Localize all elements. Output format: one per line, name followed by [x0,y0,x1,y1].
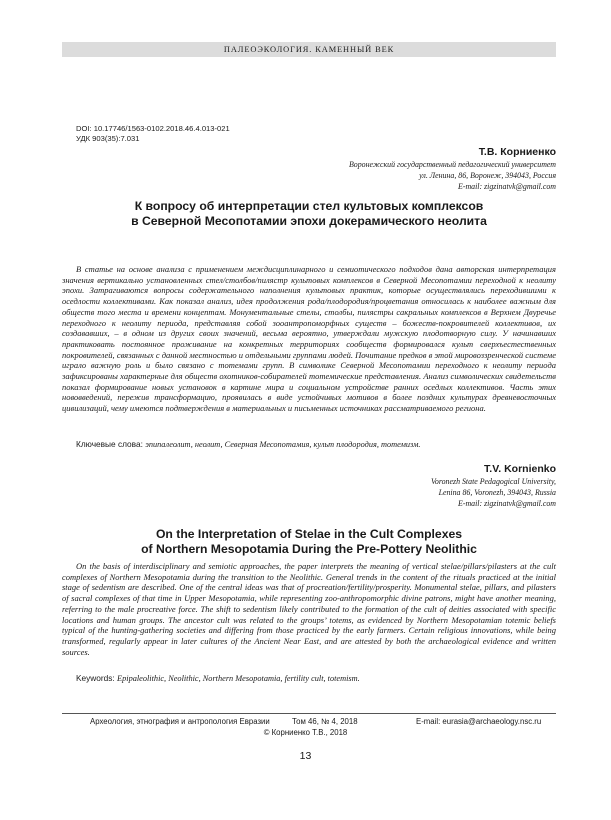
keywords-label: Keywords: [76,673,115,683]
keywords-ru [76,439,420,449]
affiliation-line: ул. Ленина, 86, Воронеж, 394043, Россия [419,170,556,180]
email-en: E-mail: zigzinatvk@gmail.com [458,498,556,508]
footer-divider [62,713,556,714]
affiliation-line: Voronezh State Pedagogical University, [430,477,556,486]
title-line: в Северной Месопотамии эпохи докерамического неолита [131,214,487,228]
affiliation-line: Воронежский государственный педагогический университет [348,160,556,169]
affiliation-line: Lenina 86, Voronezh, 394043, Russia [438,487,556,497]
udk: УДК 903(35):7.031 [76,134,140,143]
keywords-list: Epipaleolithic, Neolithic, Northern Mesopotamia, fertility cult, totemism. [117,674,360,683]
title-line: К вопросу об интерпретации стел культовых комплексов [134,199,484,213]
keywords-en [76,673,360,683]
page-number: 13 [299,750,312,762]
keywords-list: эпипалеолит, неолит, Северная Месопотамия, культ плодородия, тотемизм. [145,440,421,449]
journal-name: Археология, этнография и антропология Евразии [90,717,270,726]
author-en: T.V. Kornienko [484,463,556,475]
keywords-label: Ключевые слова: [76,439,143,449]
title-line: of Northern Mesopotamia During the Pre-Pottery Neolithic [141,542,477,556]
abstract-ru: В статье на основе анализа с применением междисциплинарного и семиотического подходов дана авторская интерпретация значения вертикально установленных стел/столбов/пилястр культовых комплексов в Северной Месопотамии переходной к неолиту эпохи. Затрагиваются вопросы содержательного наполнения культовых практик, которые осуществлялись переходившими к оседлости коллективами. Как показал анализ, идея продолжения рода/плодородия/процветания относилась к наиболее важным для обществ того места и времени концептам. Монументальные стелы, столбы, пилястры сакральных комплексов в Верхнем Двуречье переходного к неолиту периода, представляя собой зооантропоморфных существ – божеств-покровителей коллективов, их создававших, – в одном из других своих значений, весьма вероятно, утверждали мужскую плодотворную силу. У начинавших практиковать постоянное проживание на конкретных территориях сообществ формировался культ сверхъестественных покровителей, связанных с данной местностью и отдельными группами людей. Почитание предков в этой мировоззренческой системе играло важную роль и было связано с тотемами групп. В символике Северной Месопотамии переходного к неолиту периода зафиксированы характерные для обществ охотников-собирателей тотемические представления. Анализ символических свидетельств показал формирование новых установок в картине мира и социальном устройстве ранних оседлых коллективов. Часть этих нововведений, пережив трансформацию, проявилась в виде устойчивых мотивов в более поздних культурах древневосточных цивилизаций, чему имеются подтверждения в материальных и письменных источниках рассматриваемого региона. [62,264,556,414]
author-ru: Т.В. Корниенко [478,146,556,158]
journal-issue: Том 46, № 4, 2018 [292,717,358,726]
title-en [62,527,556,557]
doi: DOI: 10.17746/1563-0102.2018.46.4.013-021 [76,124,230,133]
affiliation-ru [349,160,556,193]
copyright: © Корниенко Т.В., 2018 [263,728,348,737]
affiliation-en [431,477,556,510]
title-ru [62,199,556,229]
title-line: On the Interpretation of Stelae in the Cult Complexes [155,527,463,541]
email-ru: E-mail: zigzinatvk@gmail.com [458,181,556,191]
abstract-en: On the basis of interdisciplinary and semiotic approaches, the paper interprets the meaning of vertical stelae/pillars/pilasters at the cult complexes of Northern Mesopotamia during the transition to the Neolithic. General trends in the content of the rituals practiced at the initial stage of sedentism are described. One of the central ideas was that of procreation/fertility/prosperity. Monumental stelae, pillars, and pilasters of sacral complexes of that time in Upper Mesopotamia, while representing zoo-anthropomorphic divine patrons, might have another meaning, referring to the male procreative force. The shift to sedentism likely contributed to the formation of the cult of deities associated with specific locations and human groups. The ancestor cult was related to the groups’ totems, as evidenced by Northern Mesopotamian totemic beliefs typical of the hunting-gathering societies and differing from those practiced by the early farmers. Certain religious innovations, while being transformed, regularly appear in later cultures of the Ancient Near East, and are attested by both the archaeological evidence and written sources. [62,561,556,657]
journal-email: E-mail: eurasia@archaeology.nsc.ru [416,717,542,726]
section-header: ПАЛЕОЭКОЛОГИЯ. КАМЕННЫЙ ВЕК [62,42,556,57]
